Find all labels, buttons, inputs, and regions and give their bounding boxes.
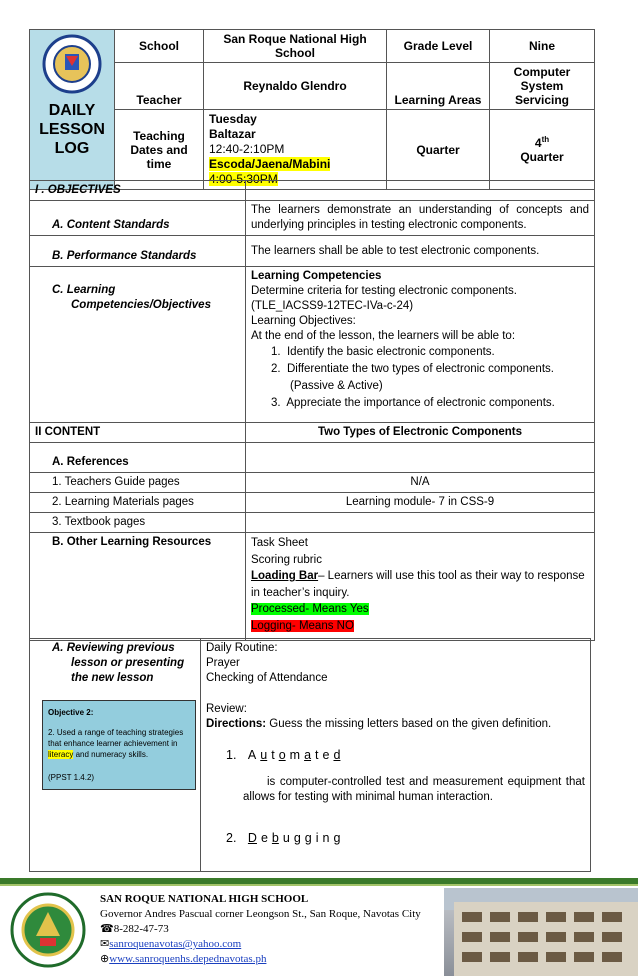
reviewing-content xyxy=(201,639,591,872)
performance-standards-label: B. Performance Standards xyxy=(30,236,246,267)
ref-row-2-label: 2. Learning Materials pages xyxy=(30,493,246,513)
competencies-label-2: Competencies/Objectives xyxy=(71,299,211,311)
footer-website xyxy=(100,952,421,967)
dates-day: Tuesday xyxy=(209,112,257,126)
dates-section-2: Escoda/Jaena/Mabini xyxy=(209,157,331,171)
title-cell xyxy=(30,30,115,190)
teacher-label: Teacher xyxy=(115,63,204,110)
areas-value: Computer System Servicing xyxy=(490,63,595,110)
procedure-table xyxy=(29,638,591,872)
objectives-table xyxy=(29,180,595,641)
page-footer xyxy=(0,878,638,976)
review-label: Review: xyxy=(206,703,247,715)
competencies-label-1: C. Learning xyxy=(52,284,116,296)
grade-value: Nine xyxy=(490,30,595,63)
competencies-label xyxy=(30,267,246,423)
loading-bar-text: Loading Bar– Learners will use this tool as their way to response in teacher’s inquiry. xyxy=(251,570,585,599)
competencies-text xyxy=(246,267,595,423)
competencies-line-2: (TLE_IACSS9-12TEC-IVa-c-24) xyxy=(251,300,414,312)
ref-row-3-value xyxy=(246,513,595,533)
other-resource-1: Task Sheet xyxy=(251,537,308,549)
quarter-word: Quarter xyxy=(520,150,564,164)
dates-time-2: 4:00-5:30PM xyxy=(209,172,278,186)
review-item-1-def: is computer-controlled test and measurement equipment that allows for testing with minimal human interaction. xyxy=(243,776,585,803)
teacher-value: Reynaldo Glendro xyxy=(204,63,387,110)
content-standards-text: The learners demonstrate an understanding of concepts and underlying principles in testing electronic components. xyxy=(246,201,595,236)
footer-email xyxy=(100,937,421,952)
objective-item-2-note: (Passive & Active) xyxy=(290,380,383,392)
deped-seal-icon xyxy=(42,34,102,94)
globe-icon: ⊕ xyxy=(100,953,110,965)
routine-3: Checking of Attendance xyxy=(206,672,328,684)
quarter-sup: th xyxy=(541,135,550,144)
logging-text: Logging- Means NO xyxy=(251,619,354,632)
other-resources-label: B. Other Learning Resources xyxy=(30,533,246,641)
competencies-line-1: Determine criteria for testing electronic components. xyxy=(251,285,517,297)
footer-bar-accent xyxy=(0,884,638,886)
phone-icon: ☎ xyxy=(100,923,114,935)
school-label: School xyxy=(115,30,204,63)
dates-section-1: Baltazar xyxy=(209,127,256,141)
content-standards-label: A. Content Standards xyxy=(30,201,246,236)
other-resources-text xyxy=(246,533,595,641)
competencies-line-3: Learning Objectives: xyxy=(251,315,356,327)
mail-icon: ✉ xyxy=(100,938,110,950)
routine-1: Daily Routine: xyxy=(206,642,278,654)
content-heading: II CONTENT xyxy=(30,423,246,443)
title-line-1: DAILY xyxy=(48,102,96,119)
objective-box-text: 2. Used a range of teaching strategies that enhance learner achievement in literacy and numeracy skills. xyxy=(48,728,184,759)
performance-standards-text: The learners shall be able to test electronic components. xyxy=(246,236,595,267)
reviewing-label-3: the new lesson xyxy=(71,672,154,684)
objective-item-3: 3. Appreciate the importance of electronic components. xyxy=(271,397,555,409)
areas-label: Learning Areas xyxy=(387,63,490,110)
ref-row-1-label: 1. Teachers Guide pages xyxy=(30,473,246,493)
objective-box xyxy=(42,700,196,790)
processed-text: Processed- Means Yes xyxy=(251,603,369,615)
quarter-value xyxy=(490,110,595,190)
footer-text xyxy=(100,892,421,967)
references-label: A. References xyxy=(30,443,246,473)
header-table xyxy=(29,29,595,190)
quarter-num: 4 xyxy=(534,136,542,150)
grade-label: Grade Level xyxy=(387,30,490,63)
ref-row-1-value: N/A xyxy=(246,473,595,493)
other-resource-2: Scoring rubric xyxy=(251,553,322,566)
quarter-label: Quarter xyxy=(387,110,490,190)
ref-row-2-value: Learning module- 7 in CSS-9 xyxy=(246,493,595,513)
dates-value xyxy=(204,110,387,190)
directions: Directions: Guess the missing letters based on the given definition. xyxy=(206,718,552,730)
reviewing-label-2: lesson or presenting xyxy=(71,657,185,669)
ref-row-3-label: 3. Textbook pages xyxy=(30,513,246,533)
website-link[interactable]: www.sanroquenhs.depednavotas.ph xyxy=(109,953,267,965)
dates-label: Teaching Dates and time xyxy=(115,110,204,190)
objective-item-2: 2. Differentiate the two types of electronic components. xyxy=(271,363,554,375)
school-seal-icon xyxy=(10,892,86,968)
reviewing-cell xyxy=(30,639,201,872)
competencies-head: Learning Competencies xyxy=(251,270,382,282)
objective-item-1: 1. Identify the basic electronic components. xyxy=(271,346,495,358)
footer-school: SAN ROQUE NATIONAL HIGH SCHOOL xyxy=(100,893,309,905)
email-link[interactable]: sanroquenavotas@yahoo.com xyxy=(109,938,242,950)
school-building-photo xyxy=(444,888,638,976)
routine-2: Prayer xyxy=(206,657,240,669)
objective-box-ref: (PPST 1.4.2) xyxy=(48,773,95,782)
objectives-heading: I . OBJECTIVES xyxy=(30,181,246,201)
dates-time-1: 12:40-2:10PM xyxy=(209,142,285,156)
content-topic: Two Types of Electronic Components xyxy=(246,423,595,443)
objective-box-title: Objective 2: xyxy=(48,708,94,717)
footer-address: Governor Andres Pascual corner Leongson St., San Roque, Navotas City xyxy=(100,908,421,920)
title-line-2: LESSON xyxy=(39,121,105,138)
footer-phone: ☎8-282-47-73 xyxy=(100,923,169,935)
reviewing-label-1: A. Reviewing previous xyxy=(52,642,175,654)
school-value: San Roque National High School xyxy=(204,30,387,63)
title-line-3: LOG xyxy=(54,140,90,157)
competencies-line-4: At the end of the lesson, the learners will be able to: xyxy=(251,330,516,342)
review-item-1: 1. A u t o m a t e d xyxy=(226,748,341,762)
review-item-2: 2. D e b u g g i n g xyxy=(226,831,341,845)
